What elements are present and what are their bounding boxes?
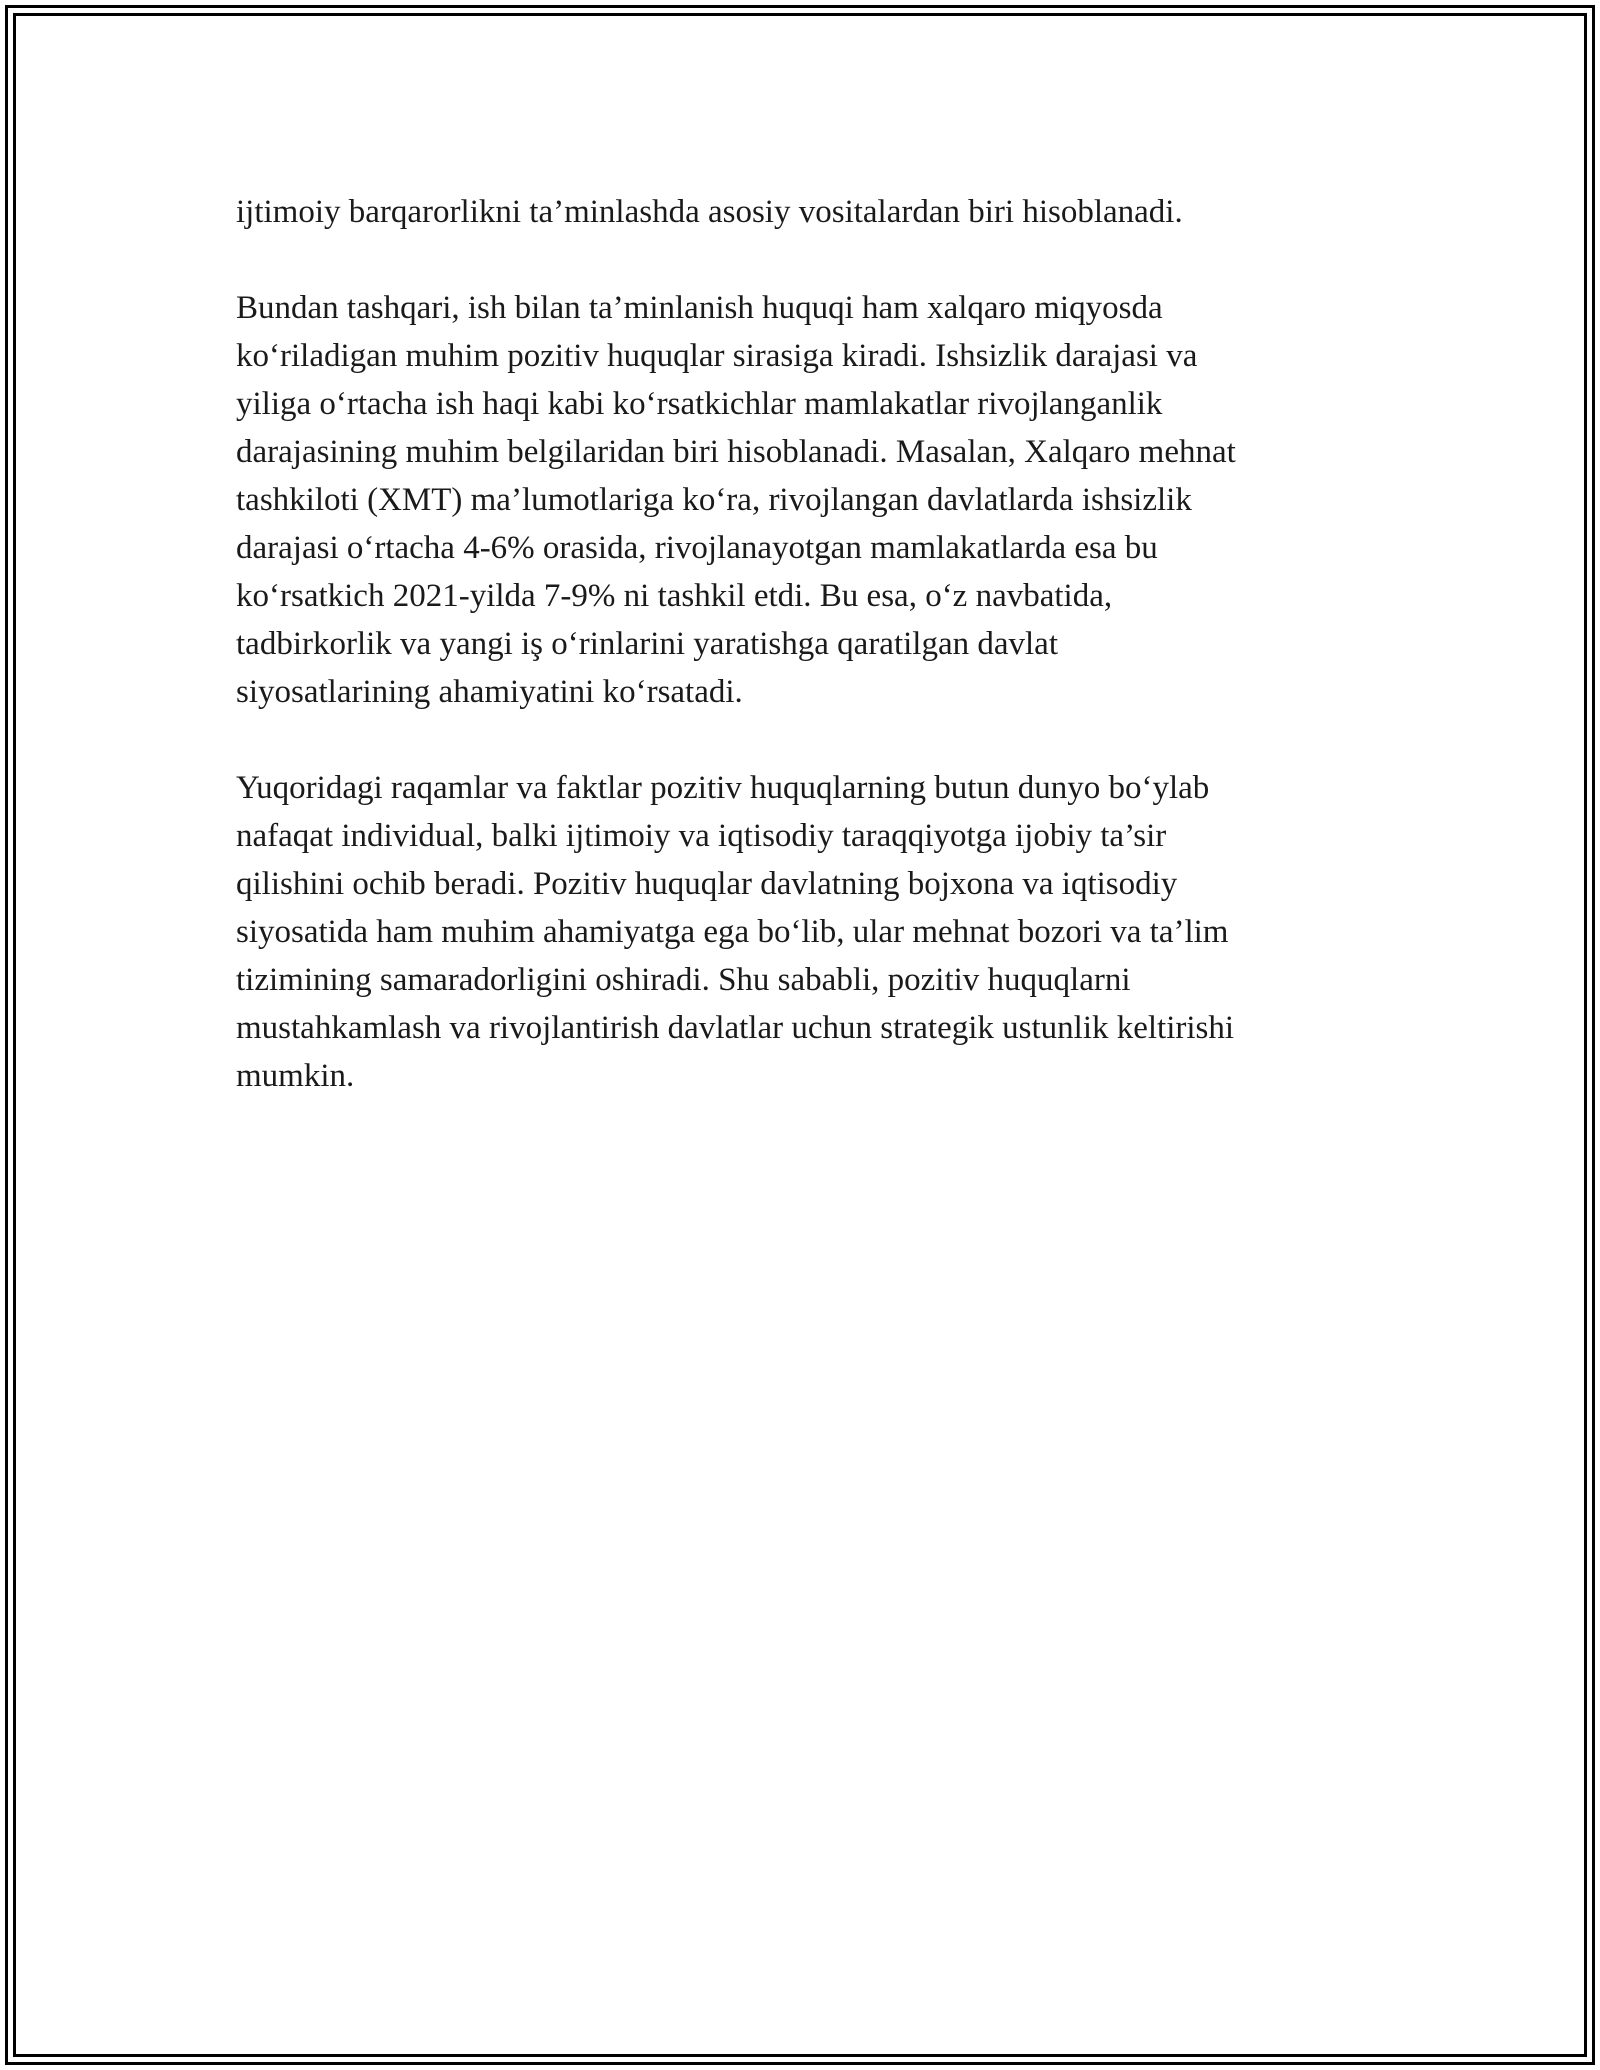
- paragraph-3: Yuqoridagi raqamlar va faktlar pozitiv huquqlarning butun dunyo bo‘ylab nafaqat individual, balki ijtimoiy va iqtisodiy taraqqiyotga ijobiy ta’sir qilishini ochib beradi. Pozitiv huquqlar davlatning bojxona va iqtisodiy siyosatida ham muhim ahamiyatga ega bo‘lib, ular mehnat bozori va ta’lim tizimining samaradorligini oshiradi. Shu sababli, pozitiv huquqlarni mustahkamlash va rivojlantirish davlatlar uchun strategik ustunlik keltirishi mumkin.: [236, 770, 1235, 1094]
- paragraph-1: ijtimoiy barqarorlikni ta’minlashda asosiy vositalardan biri hisoblanadi.: [236, 194, 1183, 230]
- document-body: [236, 188, 1376, 1100]
- paragraph-2: Bundan tashqari, ish bilan ta’minlanish huquqi ham xalqaro miqyosda ko‘riladigan muhim pozitiv huquqlar sirasiga kiradi. Ishsizlik darajasi va yiliga o‘rtacha ish haqi kabi ko‘rsatkichlar mamlakatlar rivojlanganlik darajasining muhim belgilaridan biri hisoblanadi. Masalan, Xalqaro mehnat tashkiloti (XMT) ma’lumotlariga ko‘ra, rivojlangan davlatlarda ishsizlik darajasi o‘rtacha 4-6% orasida, rivojlanayotgan mamlakatlarda esa bu ko‘rsatkich 2021-yilda 7-9% ni tashkil etdi. Bu esa, o‘z navbatida, tadbirkorlik va yangi iş o‘rinlarini yaratishga qaratilgan davlat siyosatlarining ahamiyatini ko‘rsatadi.: [236, 290, 1236, 710]
